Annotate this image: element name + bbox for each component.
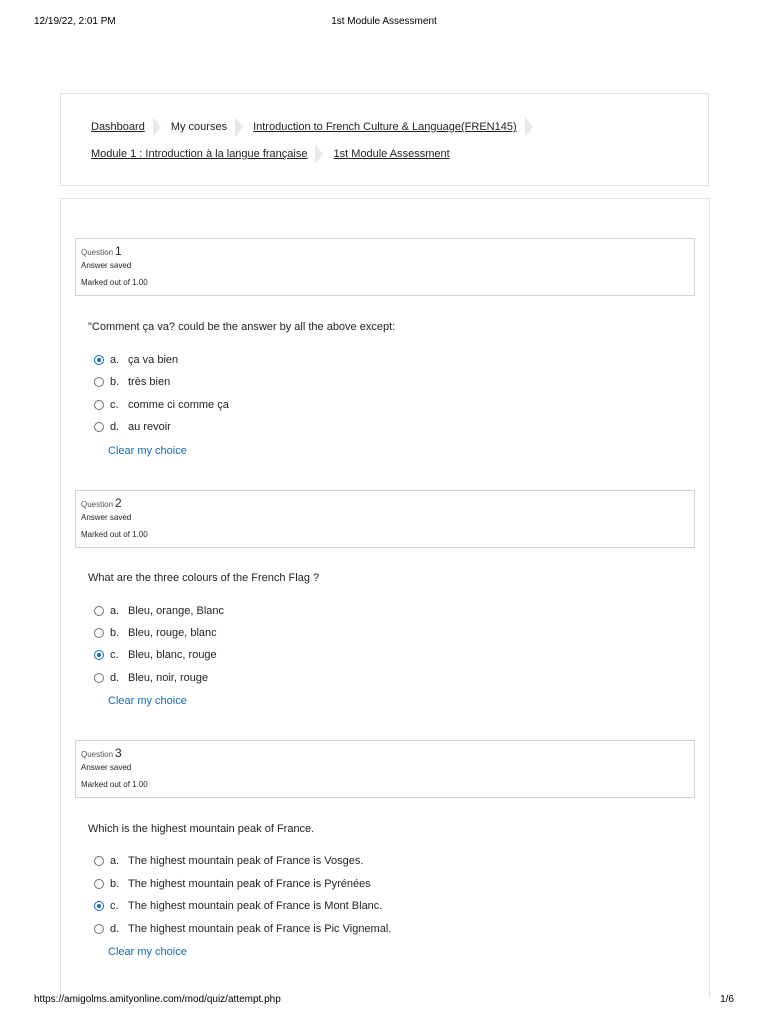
- option-letter: d.: [110, 923, 120, 935]
- radio-button[interactable]: [94, 628, 104, 638]
- question-info-box: [75, 740, 695, 798]
- answer-option[interactable]: [94, 397, 229, 413]
- option-text: très bien: [128, 376, 171, 388]
- print-footer: [0, 994, 768, 1010]
- option-text: Bleu, rouge, blanc: [128, 627, 217, 639]
- option-letter: b.: [110, 878, 120, 890]
- answer-option[interactable]: [94, 670, 208, 686]
- answer-option[interactable]: [94, 647, 217, 663]
- option-text: ça va bien: [128, 354, 179, 366]
- answer-option[interactable]: [94, 921, 391, 937]
- breadcrumb-course-link[interactable]: Introduction to French Culture & Language(FREN145): [253, 121, 517, 133]
- question-text: What are the three colours of the French Flag ?: [88, 572, 320, 584]
- breadcrumb-dashboard-link[interactable]: Dashboard: [91, 121, 145, 133]
- option-letter: d.: [110, 421, 120, 433]
- option-letter: c.: [110, 900, 119, 912]
- radio-button[interactable]: [94, 355, 104, 365]
- option-text: Bleu, blanc, rouge: [128, 649, 217, 661]
- answer-option[interactable]: [94, 625, 217, 641]
- option-text: The highest mountain peak of France is Pic Vignemal.: [128, 923, 392, 935]
- option-letter: a.: [110, 605, 120, 617]
- option-letter: a.: [110, 855, 120, 867]
- breadcrumb-assessment-link[interactable]: 1st Module Assessment: [333, 148, 450, 160]
- question-state: Answer saved: [81, 261, 132, 270]
- question-number-value: 2: [115, 496, 122, 510]
- option-text: Bleu, noir, rouge: [128, 672, 209, 684]
- breadcrumb-card: [60, 93, 709, 186]
- breadcrumb-row-2: [91, 144, 450, 164]
- clear-choice-link[interactable]: Clear my choice: [108, 445, 187, 457]
- question-text: Which is the highest mountain peak of France.: [88, 823, 315, 835]
- print-url: https://amigolms.amityonline.com/mod/quiz/attempt.php: [34, 994, 281, 1005]
- question-state: Answer saved: [81, 513, 132, 522]
- option-letter: a.: [110, 354, 120, 366]
- option-text: comme ci comme ça: [128, 399, 229, 411]
- clear-choice-link[interactable]: Clear my choice: [108, 695, 187, 707]
- breadcrumb-separator-icon: [525, 117, 535, 137]
- breadcrumb-separator-icon: [315, 144, 325, 164]
- radio-button[interactable]: [94, 377, 104, 387]
- question-grade: Marked out of 1.00: [81, 780, 148, 789]
- option-letter: b.: [110, 376, 120, 388]
- question-info-box: [75, 490, 695, 548]
- option-letter: b.: [110, 627, 120, 639]
- answer-option[interactable]: [94, 419, 171, 435]
- radio-button[interactable]: [94, 650, 104, 660]
- print-datetime: 12/19/22, 2:01 PM: [34, 16, 116, 27]
- option-text: The highest mountain peak of France is Vosges.: [128, 855, 364, 867]
- clear-choice-link[interactable]: Clear my choice: [108, 946, 187, 958]
- question-label: Question: [81, 750, 114, 759]
- question-number: [81, 244, 122, 258]
- question-label: Question: [81, 248, 114, 257]
- question-text: "Comment ça va? could be the answer by all the above except:: [88, 321, 396, 333]
- print-title: 1st Module Assessment: [331, 16, 437, 27]
- radio-button[interactable]: [94, 879, 104, 889]
- print-header: [0, 16, 768, 32]
- radio-button[interactable]: [94, 856, 104, 866]
- question-state: Answer saved: [81, 763, 132, 772]
- radio-button[interactable]: [94, 422, 104, 432]
- option-letter: c.: [110, 399, 119, 411]
- breadcrumb-separator-icon: [235, 117, 245, 137]
- question-number: [81, 746, 122, 760]
- question-grade: Marked out of 1.00: [81, 278, 148, 287]
- print-page-number: 1/6: [720, 994, 734, 1005]
- question-number-value: 1: [115, 244, 122, 258]
- option-text: Bleu, orange, Blanc: [128, 605, 225, 617]
- option-letter: d.: [110, 672, 120, 684]
- answer-option[interactable]: [94, 898, 382, 914]
- question-number: [81, 496, 122, 510]
- radio-button[interactable]: [94, 901, 104, 911]
- breadcrumb-module-link[interactable]: Module 1 : Introduction à la langue française: [91, 148, 308, 160]
- option-letter: c.: [110, 649, 119, 661]
- breadcrumb-my-courses: My courses: [170, 121, 228, 133]
- radio-button[interactable]: [94, 673, 104, 683]
- radio-button[interactable]: [94, 400, 104, 410]
- radio-button[interactable]: [94, 924, 104, 934]
- question-grade: Marked out of 1.00: [81, 530, 148, 539]
- option-text: au revoir: [128, 421, 171, 433]
- answer-option[interactable]: [94, 603, 224, 619]
- answer-option[interactable]: [94, 876, 371, 892]
- question-info-box: [75, 238, 695, 296]
- breadcrumb: [91, 117, 543, 137]
- breadcrumb-separator-icon: [153, 117, 163, 137]
- option-text: The highest mountain peak of France is Mont Blanc.: [128, 900, 383, 912]
- radio-button[interactable]: [94, 606, 104, 616]
- answer-option[interactable]: [94, 352, 178, 368]
- question-number-value: 3: [115, 746, 122, 760]
- option-text: The highest mountain peak of France is Pyrénées: [128, 878, 371, 890]
- answer-option[interactable]: [94, 374, 170, 390]
- question-label: Question: [81, 500, 114, 509]
- answer-option[interactable]: [94, 853, 363, 869]
